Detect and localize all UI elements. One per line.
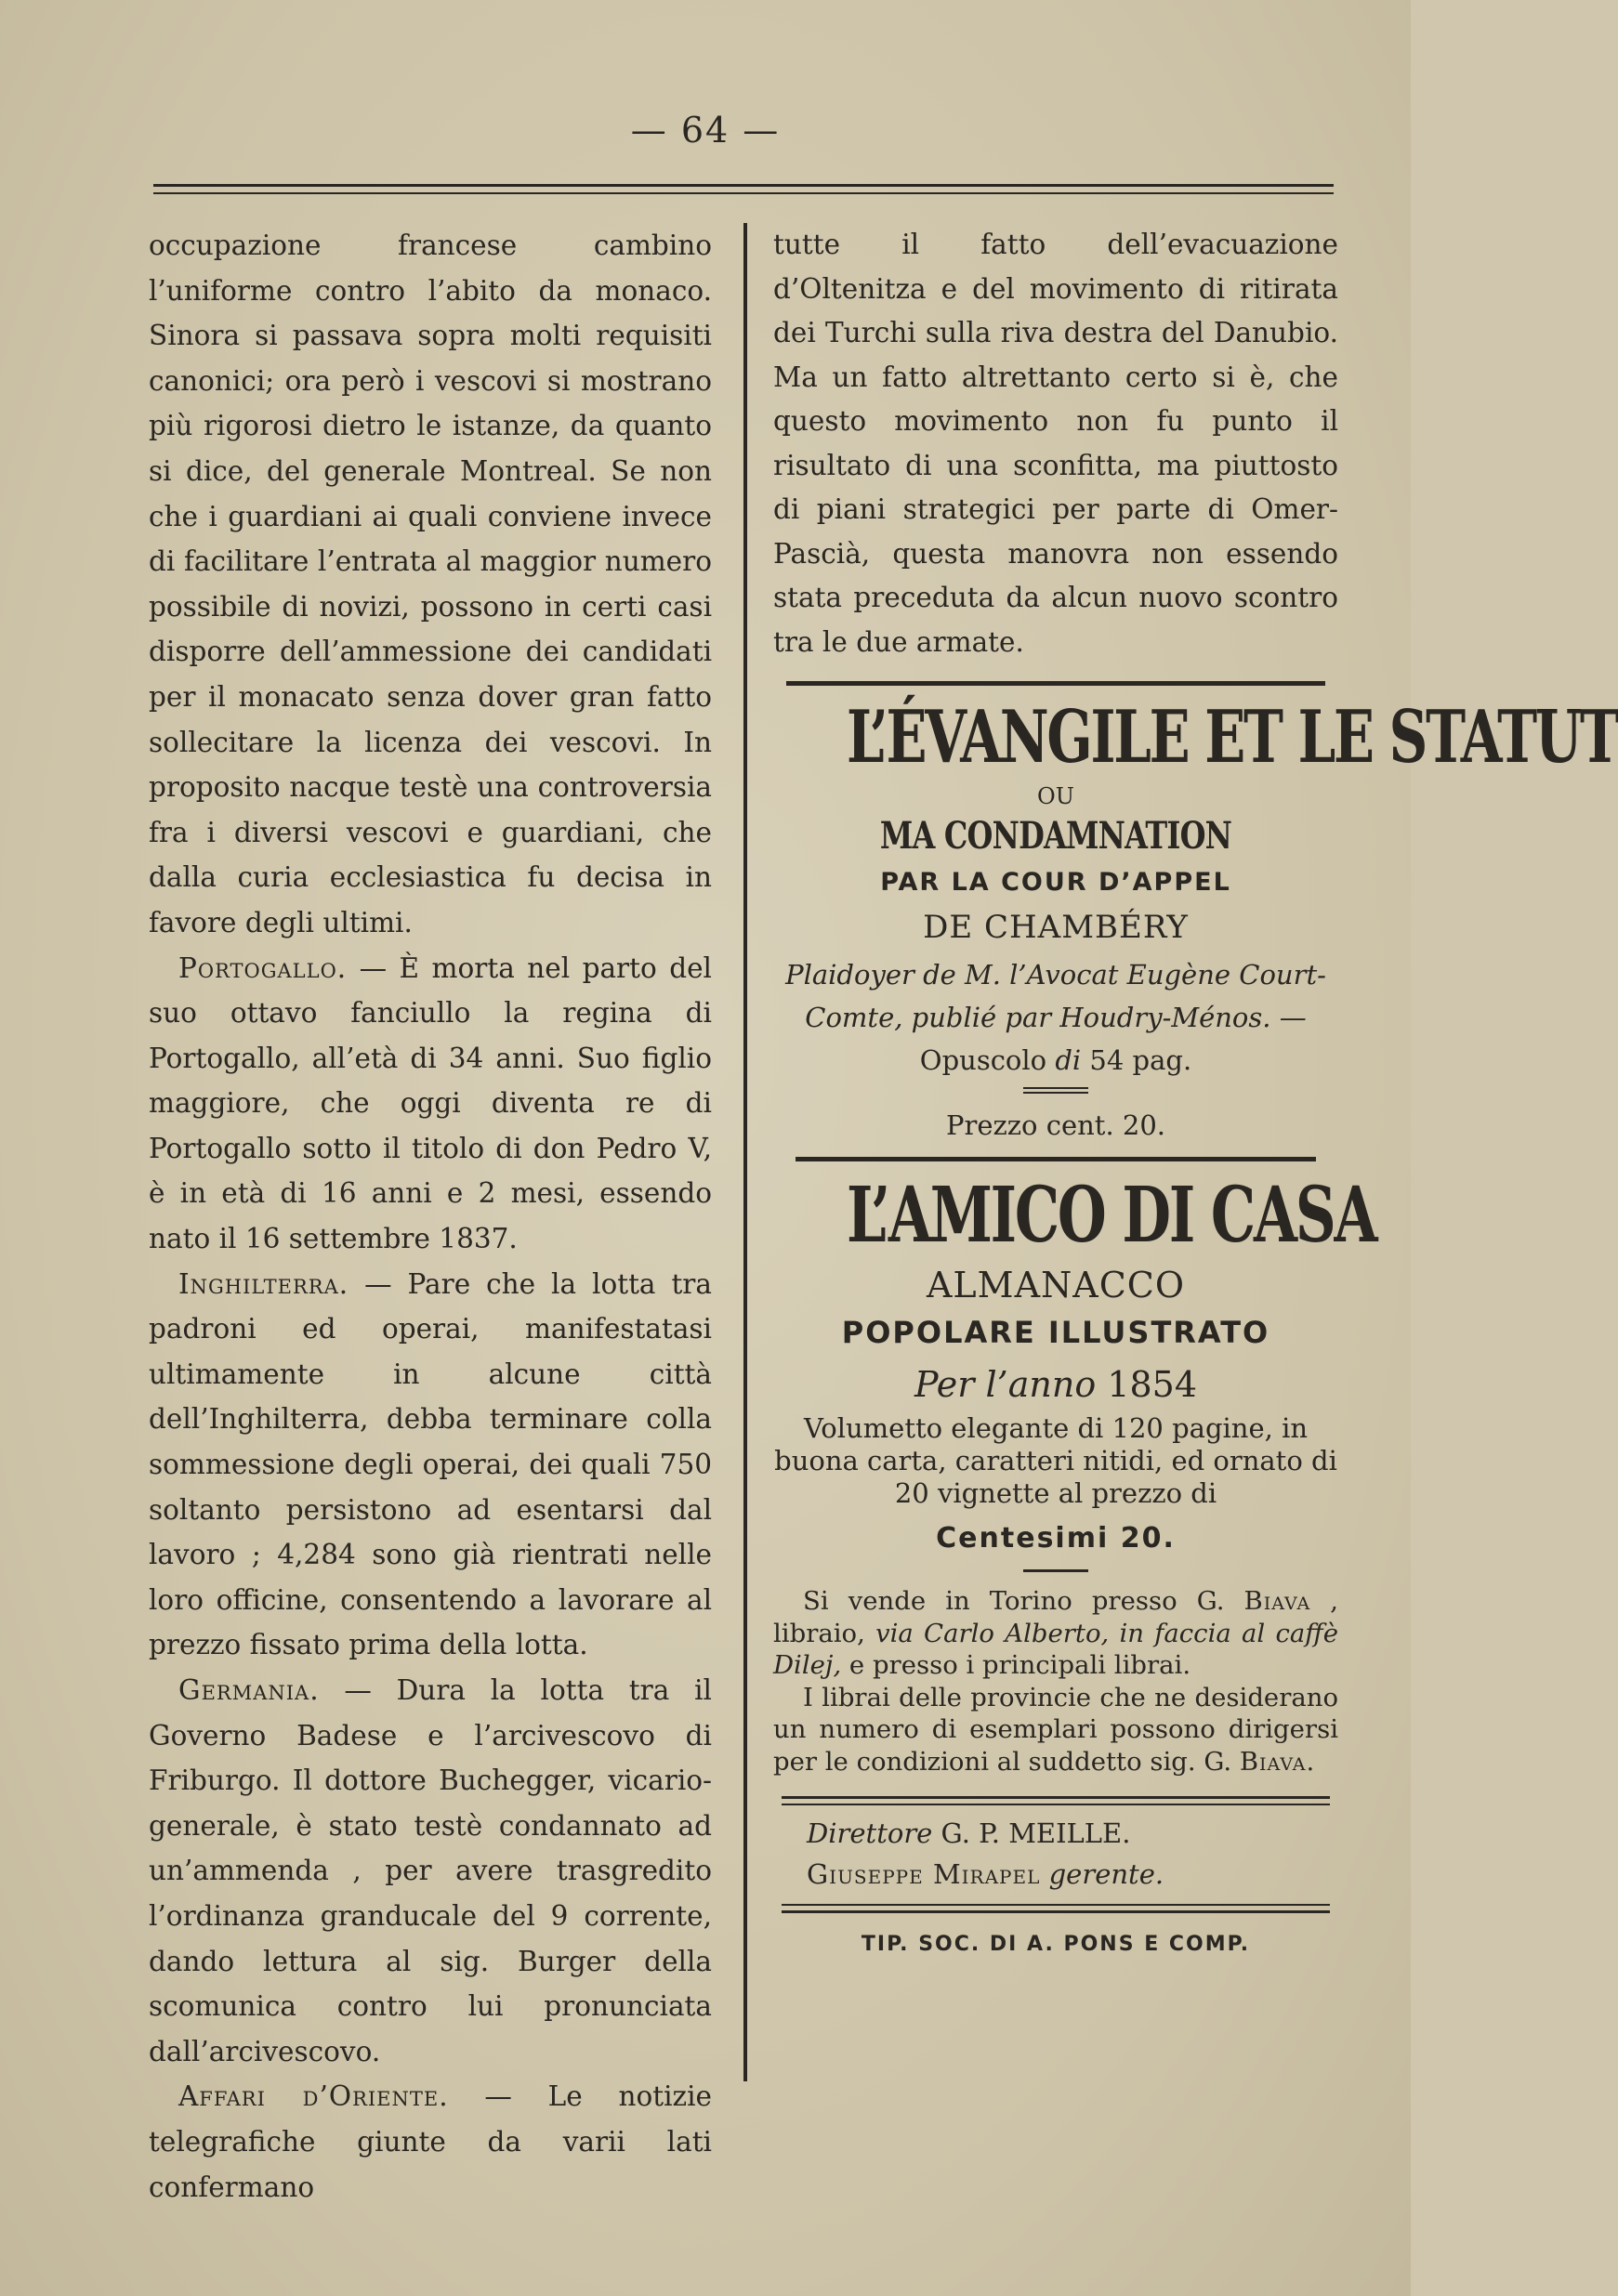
news-portogallo [149,946,712,1262]
news-text: — È morta nel parto del suo ottavo fanciullo la regina di Portogallo, all’età di 34 anni. Suo figlio maggiore, che oggi diventa re di Portogallo sotto il titolo di don Pedro V, è in età di 16 anni e 2 mesi, essendo nato il 16 settembre 1837. [149,951,712,1255]
ad-title: L’AMICO DI CASA [847,1171,1376,1260]
sales-text: , libraio, [773,1586,1339,1648]
ad-year-label: Per l’anno [914,1364,1097,1405]
manager-line [807,1854,1338,1895]
advertisement-evangile [773,693,1618,1153]
manager-label: gerente. [1040,1858,1164,1890]
news-germania [149,1668,712,2074]
director-name: G. P. MEILLE. [932,1817,1131,1849]
sales-name: Biava [1243,1586,1311,1616]
ad-popolare-illustrato: POPOLARE ILLUSTRATO [841,1315,1270,1350]
column-divider [743,223,747,2081]
librai-text: I librai delle provincie che ne desiderano un numero di esemplari possono dirigersi per le condizioni al suddetto sig. G. [773,1682,1338,1777]
divider-rule [786,681,1325,686]
ad-price: Prezzo cent. 20. [945,1109,1166,1141]
section-heading: Germania. [178,1674,320,1706]
ad-description [773,953,1338,1082]
news-text: — Dura la lotta tra il Governo Badese e l’arcivescovo di Friburgo. Il dottore Buchegger, vicario-generale, è stato testè condannato ad un’ammenda , per avere trasgredito l’ordinanza granducale del 9 corrente, dando lettura al sig. Burger della scomunica contro lui pronunciata dall’arcivescovo. [149,1674,712,2067]
ad-sales-info [773,1585,1338,1682]
ad-pages-di: di [1055,1044,1082,1076]
ad-title: L’ÉVANGILE ET LE STATUT [847,695,1618,780]
news-text: — Pare che la lotta tra padroni ed operai, manifestatasi ultimamente in alcune città dell’Inghilterra, debba terminare colla sommessione degli operai, dei quali 750 soltanto persistono ad esentarsi dal lavoro ; 4,284 sono già rientrati nelle loro officine, consentendo a lavorare al prezzo fissato prima della lotta. [149,1267,712,1661]
ad-court: PAR LA COUR D’APPEL [880,868,1231,897]
sales-address: via Carlo Alberto, in faccia al caffè Dilej, [773,1618,1338,1680]
page-number: — 64 — [630,110,781,151]
news-oriente [149,2074,712,2210]
section-heading: Portogallo. [178,951,348,984]
sales-text: Si vende in Torino presso G. [803,1586,1244,1616]
short-double-rule [1023,1087,1088,1094]
footer-double-rule [782,1796,1330,1805]
printer-credit: TIP. SOC. DI A. PONS E COMP. [861,1933,1251,1956]
ad-subtitle: MA CONDAMNATION [879,814,1232,858]
ad-price: Centesimi 20. [936,1522,1176,1555]
sales-text: e presso i principali librai. [841,1650,1191,1680]
director-label: Direttore [807,1817,933,1849]
ad-place: DE CHAMBÉRY [923,909,1189,946]
short-rule [1023,1569,1088,1572]
article-continuation [149,223,712,946]
advertisement-amico-di-casa [773,1169,1376,1778]
article-continuation: tutte il fatto dell’evacuazione d’Oltenitza e del movimento di ritirata dei Turchi sulla riva destra del Danubio. Ma un fatto altrettanto certo si è, che questo movimento non fu punto il risultato di una sconfitta, ma piuttosto di piani strategici per parte di Omer-Pascià, questa manovra non essendo stata preceduta da alcun nuovo scontro tra le due armate. [773,229,1338,658]
ad-year-value: 1854 [1096,1364,1198,1405]
ad-description-italic: Plaidoyer de M. l’Avocat Eugène Court-Comte, publié par Houdry-Ménos. — [785,959,1326,1033]
article-text: occupazione francese cambino l’uniforme contro l’abito da monaco. Sinora si passava sopra molti requisiti canonici; ora però i vescovi si mostrano più rigorosi dietro le istanze, da quanto si dice, del generale Montreal. Se non che i guardiani ai quali conviene invece di facilitare l’entrata al maggior numero possibile di novizi, possono in certi casi disporre dell’ammessione dei candidati per il monacato senza dover gran fatto sollecitare la licenza dei vescovi. In proposito nacque testè una controversia fra i diversi vescovi e guardiani, che dalla curia ecclesiastica fu decisa in favore degli ultimi. [149,230,712,938]
right-column [773,223,1618,1973]
ad-connector: OU [1037,783,1074,809]
left-column [149,223,712,2210]
ad-librai-info [773,1682,1338,1778]
ad-description: Volumetto elegante di 120 pagine, in buona carta, caratteri nitidi, ed ornato di 20 vignette al prezzo di [774,1412,1337,1509]
ad-pages-count: 54 pag. [1081,1044,1192,1076]
ad-year [773,1357,1338,1412]
librai-end: . [1306,1746,1315,1777]
news-inghilterra [149,1262,712,1668]
ad-almanacco: ALMANACCO [926,1265,1186,1305]
manager-name: Giuseppe Mirapel [807,1858,1041,1890]
header-rule [153,184,1334,194]
section-heading: Inghilterra. [178,1267,349,1300]
divider-rule [796,1157,1316,1161]
masthead-credits [773,1813,1338,1895]
section-heading: Affari d’Oriente. [178,2080,449,2113]
news-text: — Le notizie telegrafiche giunte da varii lati confermano [149,2080,712,2203]
director-line [807,1813,1338,1854]
ad-pages-label: Opuscolo [919,1044,1056,1076]
footer-double-rule [782,1904,1330,1913]
librai-name: Biava [1239,1746,1307,1777]
